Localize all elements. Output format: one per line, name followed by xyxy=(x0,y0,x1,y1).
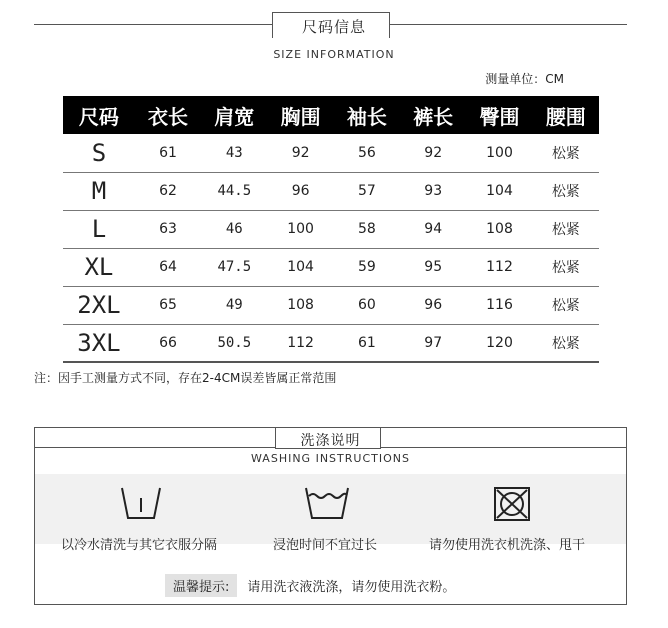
measurement-note: 注：因手工测量方式不同，存在2-4CM误差皆属正常范围 xyxy=(34,371,337,385)
wash-label-no-machine: 请勿使用洗衣机洗涤、甩干 xyxy=(429,538,586,553)
washing-panel xyxy=(34,427,627,605)
table-cell: 104 xyxy=(466,172,532,210)
table-cell: 59 xyxy=(334,248,400,286)
table-cell: 63 xyxy=(135,210,201,248)
table-row xyxy=(63,324,599,362)
table-row xyxy=(63,210,599,248)
washing-title: 洗涤说明 xyxy=(300,433,361,449)
table-cell: 松紧 xyxy=(533,172,599,210)
cold-wash-basin-icon xyxy=(119,484,163,522)
table-cell: 97 xyxy=(400,324,466,362)
size-cell: S xyxy=(63,134,135,172)
washing-subtitle: WASHING INSTRUCTIONS xyxy=(251,452,410,465)
table-cell: 61 xyxy=(334,324,400,362)
table-row xyxy=(63,248,599,286)
table-row xyxy=(63,172,599,210)
column-header: 胸围 xyxy=(267,96,333,134)
wash-label-soak: 浸泡时间不宜过长 xyxy=(273,538,378,553)
table-header-row xyxy=(63,96,599,134)
table-cell: 100 xyxy=(267,210,333,248)
table-cell: 49 xyxy=(201,286,267,324)
table-cell: 94 xyxy=(400,210,466,248)
table-cell: 61 xyxy=(135,134,201,172)
size-info-title: 尺码信息 xyxy=(301,18,366,36)
table-cell: 57 xyxy=(334,172,400,210)
column-header: 衣长 xyxy=(135,96,201,134)
size-info-subtitle: SIZE INFORMATION xyxy=(273,48,395,61)
table-cell: 44.5 xyxy=(201,172,267,210)
warm-tip-label: 温馨提示: xyxy=(165,574,237,597)
column-header: 尺码 xyxy=(63,96,135,134)
table-cell: 50.5 xyxy=(201,324,267,362)
table-cell: 47.5 xyxy=(201,248,267,286)
table-cell: 松紧 xyxy=(533,210,599,248)
column-header: 肩宽 xyxy=(201,96,267,134)
table-cell: 108 xyxy=(466,210,532,248)
table-cell: 112 xyxy=(267,324,333,362)
warm-tip-text: 请用洗衣液洗涤，请勿使用洗衣粉。 xyxy=(247,579,456,595)
soak-basin-icon xyxy=(303,484,351,522)
table-cell: 112 xyxy=(466,248,532,286)
table-cell: 96 xyxy=(267,172,333,210)
table-cell: 松紧 xyxy=(533,324,599,362)
table-cell: 96 xyxy=(400,286,466,324)
table-cell: 108 xyxy=(267,286,333,324)
table-cell: 56 xyxy=(334,134,400,172)
table-cell: 116 xyxy=(466,286,532,324)
table-cell: 58 xyxy=(334,210,400,248)
table-cell: 64 xyxy=(135,248,201,286)
table-cell: 66 xyxy=(135,324,201,362)
wash-label-cold: 以冷水清洗与其它衣服分隔 xyxy=(61,538,218,553)
column-header: 臀围 xyxy=(466,96,532,134)
table-cell: 松紧 xyxy=(533,134,599,172)
size-cell: 2XL xyxy=(63,286,135,324)
table-cell: 65 xyxy=(135,286,201,324)
column-header: 腰围 xyxy=(533,96,599,134)
table-cell: 松紧 xyxy=(533,286,599,324)
table-cell: 93 xyxy=(400,172,466,210)
measurement-unit: 测量单位：CM xyxy=(485,72,564,86)
table-cell: 92 xyxy=(400,134,466,172)
size-table xyxy=(63,96,599,363)
column-header: 裤长 xyxy=(400,96,466,134)
size-cell: XL xyxy=(63,248,135,286)
table-row xyxy=(63,286,599,324)
column-header: 袖长 xyxy=(334,96,400,134)
table-cell: 95 xyxy=(400,248,466,286)
table-cell: 120 xyxy=(466,324,532,362)
size-cell: 3XL xyxy=(63,324,135,362)
table-row xyxy=(63,134,599,172)
warm-tip xyxy=(165,574,455,596)
size-cell: M xyxy=(63,172,135,210)
no-machine-dry-icon xyxy=(493,486,531,522)
table-cell: 100 xyxy=(466,134,532,172)
size-cell: L xyxy=(63,210,135,248)
table-cell: 92 xyxy=(267,134,333,172)
table-cell: 62 xyxy=(135,172,201,210)
table-cell: 60 xyxy=(334,286,400,324)
table-cell: 松紧 xyxy=(533,248,599,286)
table-cell: 104 xyxy=(267,248,333,286)
table-cell: 46 xyxy=(201,210,267,248)
table-cell: 43 xyxy=(201,134,267,172)
